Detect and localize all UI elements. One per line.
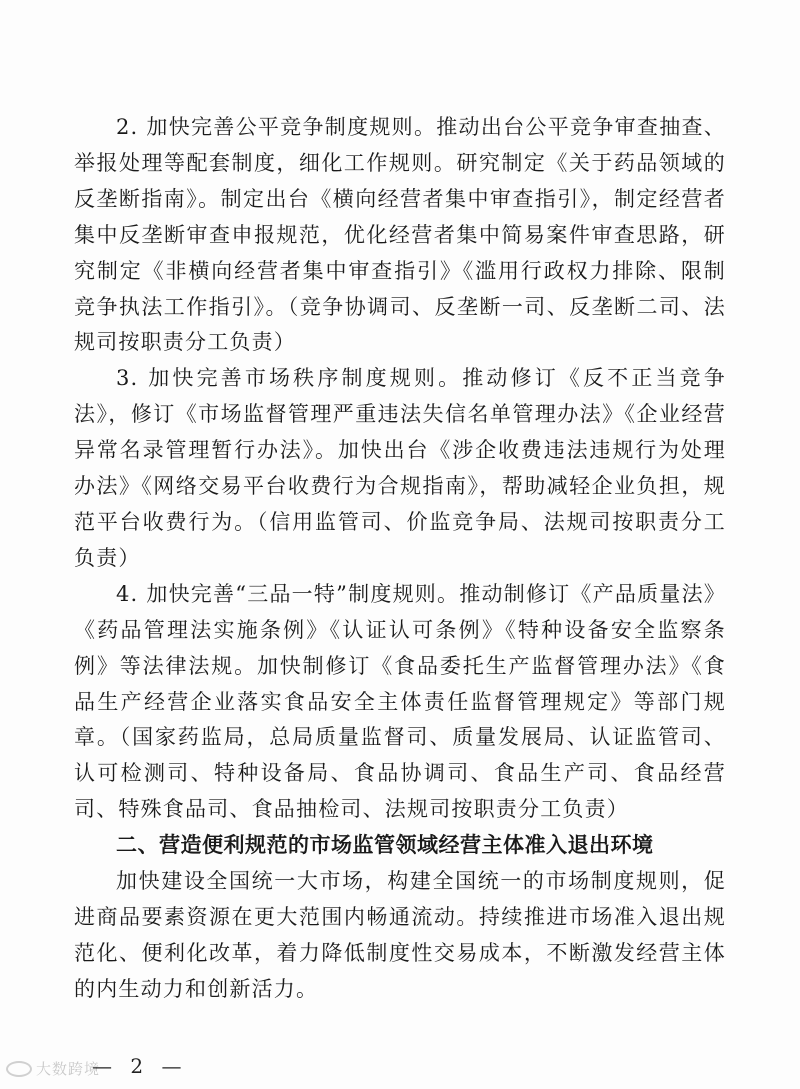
paragraph-three-products-one-special: 4. 加快完善“三品一特”制度规则。推动制修订《产品质量法》《药品管理法实施条例》《认证认可条例》《特种设备安全监察条例》等法律法规。加快制修订《食品委托生产监督管理办法》《食品生产经营企业落实食品安全主体责任监督管理规定》等部门规章。（国家药监局，总局质量监督司、质量发展局、认证监管司、认可检测司、特种设备局、食品协调司、食品生产司、食品经营司、特殊食品司、食品抽检司、法规司按职责分工负责） xyxy=(74,581,726,822)
watermark xyxy=(6,1058,100,1079)
section-heading: 二、营造便利规范的市场监管领域经营主体准入退出环境 xyxy=(116,833,654,858)
page-footer xyxy=(0,1046,800,1086)
watermark-logo-icon xyxy=(6,1061,32,1077)
paragraph-market-order: 3. 加快完善市场秩序制度规则。推动修订《反不正当竞争法》，修订《市场监督管理严重违法失信名单管理办法》《企业经营异常名录管理暂行办法》。加快出台《涉企收费违法违规行为处理办法》《网络交易平台收费行为合规指南》，帮助减轻企业负担，规范平台收费行为。（信用监管司、价监竞争局、法规司按职责分工负责） xyxy=(74,366,726,570)
watermark-text: 大数跨境 xyxy=(36,1060,101,1078)
document-body xyxy=(74,110,726,1008)
page-number: — 2 — xyxy=(92,1054,188,1078)
paragraph-fair-competition: 2. 加快完善公平竞争制度规则。推动出台公平竞争审查抽查、举报处理等配套制度，细化工作规则。研究制定《关于药品领域的反垄断指南》。制定出台《横向经营者集中审查指引》，制定经营者集中反垄断审查申报规范，优化经营者集中简易案件审查思路，研究制定《非横向经营者集中审查指引》《滥用行政权力排除、限制竞争执法工作指引》。（竞争协调司、反垄断一司、反垄断二司、法规司按职责分工负责） xyxy=(74,115,726,355)
section-paragraph: 加快建设全国统一大市场，构建全国统一的市场制度规则，促进商品要素资源在更大范围内畅通流动。持续推进市场准入退出规范化、便利化改革，着力降低制度性交易成本，不断激发经营主体的内生动力和创新活力。 xyxy=(74,869,726,1001)
